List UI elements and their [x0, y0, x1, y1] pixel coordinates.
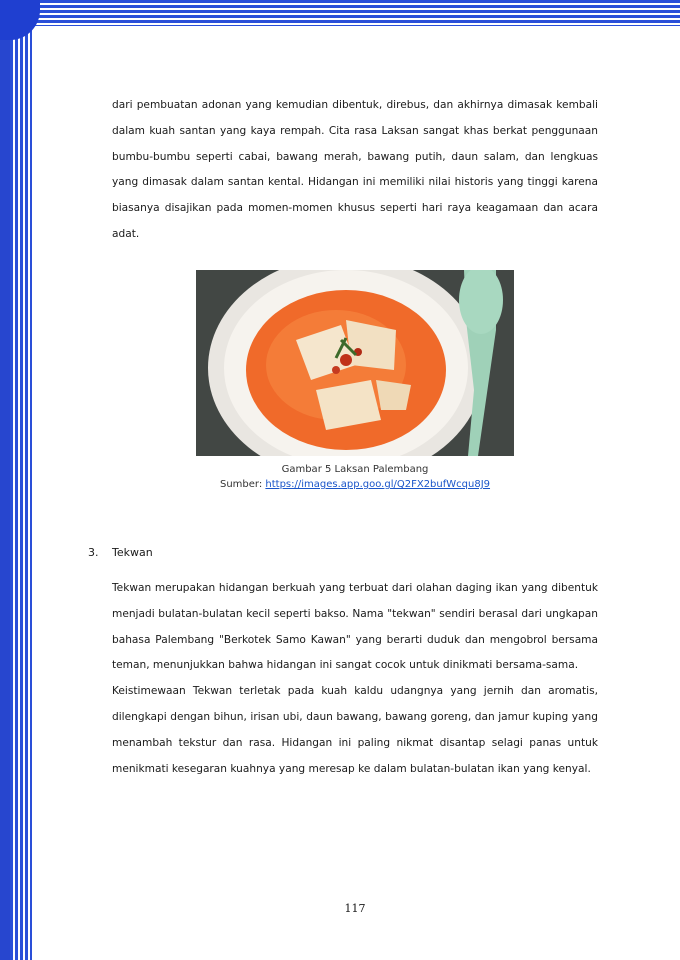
laksan-photo: [196, 270, 514, 456]
caption-title: Gambar 5 Laksan Palembang: [281, 464, 429, 475]
tekwan-text: [112, 576, 598, 782]
section-number: 3.: [88, 546, 99, 559]
laksan-photo-illustration: [196, 270, 514, 456]
paragraph-tekwan-features: Keistimewaan Tekwan terletak pada kuah kaldu udangnya yang jernih dan aromatis, dilengkapi dengan bihun, irisan ubi, daun bawang, bawang goreng, dan jamur kuping yang menambah tekstur dan rasa. Hidangan ini paling nikmat disantap selagi panas untuk menikmati kesegaran kuahnya yang meresap ke dalam bulatan-bulatan ikan yang kenyal.: [112, 685, 598, 775]
figure-caption: [112, 462, 598, 492]
page-number: 117: [344, 902, 366, 915]
corner-ornament: [0, 0, 40, 40]
caption-source: [112, 477, 598, 492]
source-label: Sumber:: [219, 479, 266, 490]
source-link[interactable]: https://images.app.goo.gl/Q2FX2bufWcqu8J9: [265, 479, 491, 490]
paragraph-tekwan-intro: Tekwan merupakan hidangan berkuah yang terbuat dari olahan daging ikan yang dibentuk menjadi bulatan-bulatan kecil seperti bakso. Nama "tekwan" sendiri berasal dari ungkapan bahasa Palembang "Berkotek Samo Kawan" yang berarti duduk dan mengobrol bersama teman, menunjukkan bahwa hidangan ini sangat cocok untuk dinikmati bersama-sama.: [112, 582, 598, 672]
section-title: Tekwan: [112, 546, 153, 559]
paragraph-laksan: dari pembuatan adonan yang kemudian dibentuk, direbus, dan akhirnya dimasak kembali dalam kuah santan yang kaya rempah. Cita rasa Laksan sangat khas berkat penggunaan bumbu-bumbu seperti cabai, bawang merah, bawang putih, daun salam, dan lengkuas yang dimasak dalam santan kental. Hidangan ini memiliki nilai historis yang tinggi karena biasanya disajikan pada momen-momen khusus seperti hari raya keagamaan dan acara adat.: [112, 99, 598, 240]
section-heading: [88, 543, 153, 563]
left-decorative-border: [0, 0, 32, 960]
top-decorative-border: [0, 0, 680, 26]
